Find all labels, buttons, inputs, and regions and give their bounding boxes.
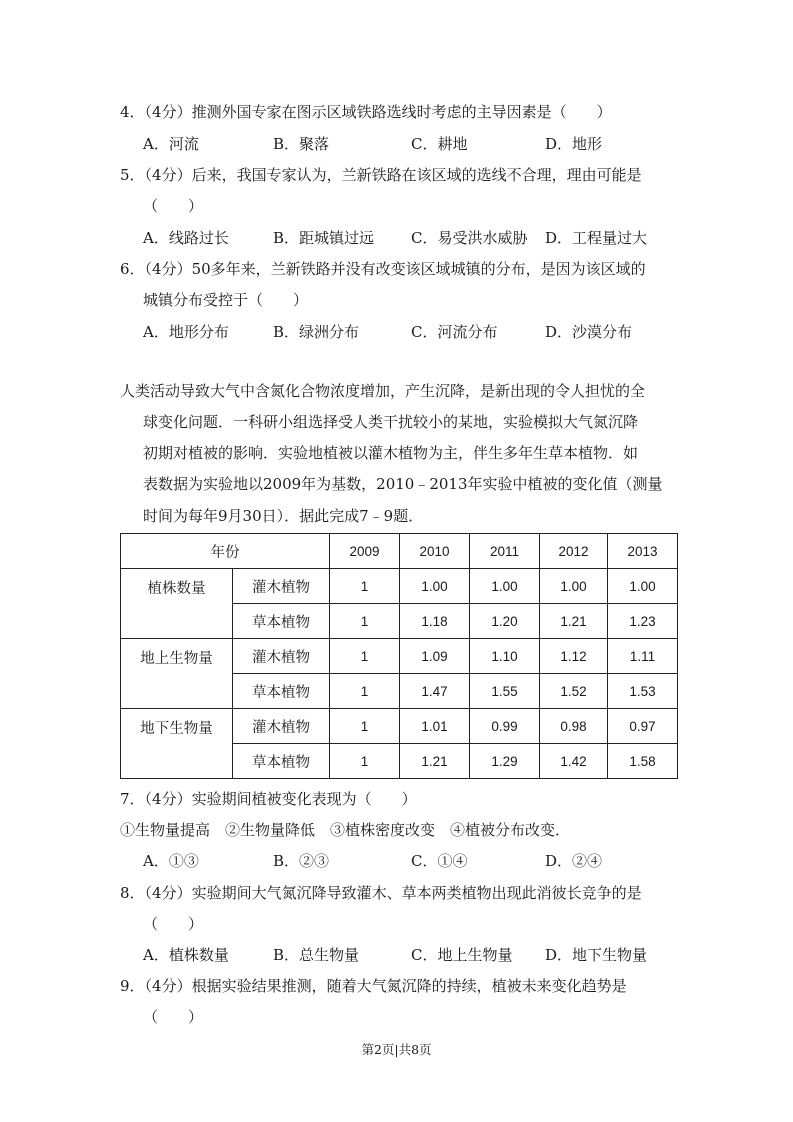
question-8-stem: 8．（4分）实验期间大气氮沉降导致灌木、草本两类植物出现此消彼长竞争的是 [120, 884, 642, 902]
plant-type: 灌木植物 [233, 569, 330, 604]
table-cell: 1 [330, 604, 400, 639]
table-cell: 1.09 [400, 639, 470, 674]
option-a[interactable]: A．植株数量 [143, 946, 229, 964]
table-row [121, 639, 678, 674]
option-a[interactable]: A．线路过长 [143, 229, 229, 247]
option-d[interactable]: D．沙漠分布 [545, 323, 633, 341]
question-5-stem: 5．（4分）后来，我国专家认为，兰新铁路在该区域的选线不合理，理由可能是 [120, 166, 642, 184]
table-cell: 1.21 [540, 604, 608, 639]
option-b[interactable]: B．聚落 [273, 135, 330, 153]
table-cell: 1.47 [400, 674, 470, 709]
table-cell: 1.52 [540, 674, 608, 709]
table-cell: 1.11 [608, 639, 678, 674]
table-cell: 1.55 [470, 674, 540, 709]
group-label: 植株数量 [121, 569, 233, 639]
option-d[interactable]: D．②④ [545, 852, 603, 870]
question-7-stem: 7．（4分）实验期间植被变化表现为（ ） [120, 790, 417, 808]
option-b[interactable]: B．总生物量 [273, 946, 360, 964]
table-cell: 1.00 [608, 569, 678, 604]
table-cell: 1.23 [608, 604, 678, 639]
option-b[interactable]: B．距城镇过远 [273, 229, 375, 247]
table-cell: 1 [330, 709, 400, 744]
table-cell: 1.53 [608, 674, 678, 709]
table-cell: 1.29 [470, 744, 540, 779]
option-b[interactable]: B．绿洲分布 [273, 323, 360, 341]
table-cell: 1.00 [470, 569, 540, 604]
page-number: 第2页|共8页 [361, 1042, 432, 1057]
passage-line-2: 球变化问题．一科研小组选择受人类干扰较小的某地，实验模拟大气氮沉降 [143, 413, 639, 431]
table-cell: 1 [330, 674, 400, 709]
plant-type: 草本植物 [233, 674, 330, 709]
table-cell: 1.00 [540, 569, 608, 604]
passage-line-5: 时间为每年9月30日）．据此完成7﹣9题． [143, 507, 424, 525]
option-c[interactable]: C．地上生物量 [411, 946, 513, 964]
option-a[interactable]: A．河流 [143, 135, 199, 153]
table-cell: 1 [330, 569, 400, 604]
group-label: 地下生物量 [121, 709, 233, 779]
table-cell: 0.99 [470, 709, 540, 744]
header-year: 2012 [540, 534, 608, 569]
header-year: 2009 [330, 534, 400, 569]
table-cell: 0.97 [608, 709, 678, 744]
passage-line-1: 人类活动导致大气中含氮化合物浓度增加，产生沉降，是新出现的令人担忧的全 [120, 382, 646, 400]
passage-line-3: 初期对植被的影响．实验地植被以灌木植物为主，伴生多年生草本植物．如 [143, 444, 639, 462]
table-cell: 1.00 [400, 569, 470, 604]
table-cell: 1 [330, 639, 400, 674]
table-cell: 1 [330, 744, 400, 779]
question-9-stem: 9．（4分）根据实验结果推测，随着大气氮沉降的持续，植被未来变化趋势是 [120, 977, 627, 995]
question-6-stem-cont: 城镇分布受控于（ ） [143, 291, 309, 309]
table-cell: 1.42 [540, 744, 608, 779]
question-7-statements: ①生物量提高 ②生物量降低 ③植株密度改变 ④植被分布改变． [120, 821, 571, 839]
question-4-stem: 4．（4分）推测外国专家在图示区域铁路选线时考虑的主导因素是（ ） [120, 103, 612, 121]
table-cell: 1.20 [470, 604, 540, 639]
vegetation-data-table [120, 533, 678, 779]
plant-type: 灌木植物 [233, 639, 330, 674]
option-c[interactable]: C．①④ [411, 852, 468, 870]
table-cell: 1.01 [400, 709, 470, 744]
table-cell: 1.21 [400, 744, 470, 779]
header-year: 2013 [608, 534, 678, 569]
table-cell: 1.12 [540, 639, 608, 674]
option-d[interactable]: D．地下生物量 [545, 946, 648, 964]
table-cell: 1.18 [400, 604, 470, 639]
header-year: 2011 [470, 534, 540, 569]
option-a[interactable]: A．地形分布 [143, 323, 229, 341]
option-c[interactable]: C．易受洪水威胁 [411, 229, 528, 247]
table-header-row [121, 534, 678, 569]
table-cell: 1.10 [470, 639, 540, 674]
header-year-label: 年份 [121, 534, 330, 569]
table-row [121, 709, 678, 744]
option-b[interactable]: B．②③ [273, 852, 330, 870]
option-d[interactable]: D．工程量过大 [545, 229, 648, 247]
plant-type: 草本植物 [233, 744, 330, 779]
question-8-stem-cont: （ ） [143, 915, 204, 933]
plant-type: 灌木植物 [233, 709, 330, 744]
table-cell: 0.98 [540, 709, 608, 744]
table-row [121, 569, 678, 604]
passage-line-4: 表数据为实验地以2009年为基数，2010﹣2013年实验中植被的变化值（测量 [143, 475, 663, 493]
question-6-stem: 6．（4分）50多年来，兰新铁路并没有改变该区域城镇的分布，是因为该区域的 [120, 260, 646, 278]
table-cell: 1.58 [608, 744, 678, 779]
question-9-stem-cont: （ ） [143, 1008, 204, 1026]
question-5-stem-cont: （ ） [143, 197, 204, 215]
option-c[interactable]: C．河流分布 [411, 323, 498, 341]
header-year: 2010 [400, 534, 470, 569]
option-c[interactable]: C．耕地 [411, 135, 468, 153]
group-label: 地上生物量 [121, 639, 233, 709]
option-d[interactable]: D．地形 [545, 135, 603, 153]
option-a[interactable]: A．①③ [143, 852, 199, 870]
plant-type: 草本植物 [233, 604, 330, 639]
